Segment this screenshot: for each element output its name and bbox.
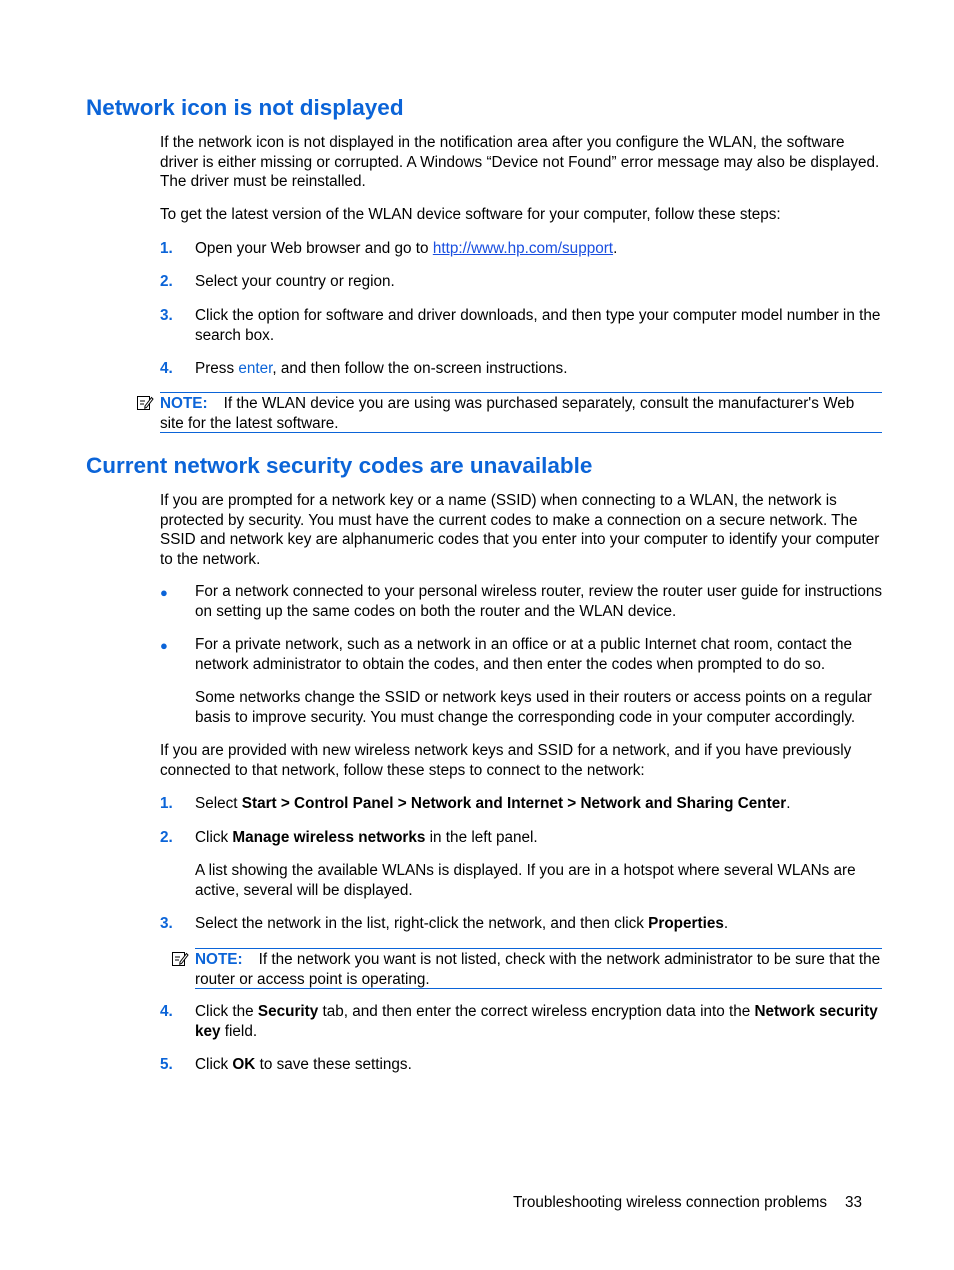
page-footer (513, 1193, 862, 1213)
support-link[interactable]: http://www.hp.com/support (432, 240, 614, 257)
note-pencil-icon (136, 394, 154, 418)
note-label: NOTE: (195, 951, 243, 968)
step-subparagraph: A list showing the available WLANs is displayed. If you are in a hotspot where several WLANs are active, several will be displayed. (195, 862, 856, 899)
note-box (195, 948, 882, 989)
note-box (160, 392, 882, 433)
step-number: 3. (160, 307, 173, 324)
section-heading-security-codes: Current network security codes are unavailable (86, 453, 593, 478)
step-number: 1. (160, 240, 173, 257)
note-label: NOTE: (160, 395, 208, 412)
step-item: Click OK to save these settings. (195, 1056, 412, 1073)
step-item: Click the option for software and driver downloads, and then type your computer model number in the search box. (195, 307, 881, 344)
step-item: Open your Web browser and go to http://www.hp.com/support. (195, 240, 618, 257)
step-item: Select your country or region. (195, 273, 395, 290)
note-text: If the WLAN device you are using was purchased separately, consult the manufacturer's Web site for the latest software. (160, 395, 855, 432)
step-item: Select the network in the list, right-click the network, and then click Properties. (195, 915, 729, 932)
step-number: 2. (160, 829, 173, 846)
note-text: If the network you want is not listed, check with the network administrator to be sure that the router or access point is operating. (195, 951, 881, 988)
bullet-dot: ● (160, 638, 168, 653)
step-number: 1. (160, 795, 173, 812)
step-item: Click Manage wireless networks in the left panel. (195, 829, 538, 846)
step-number: 2. (160, 273, 173, 290)
step-item: Click the Security tab, and then enter the correct wireless encryption data into the Network security key field. (195, 1003, 878, 1040)
step-item: Press enter, and then follow the on-screen instructions. (195, 360, 568, 377)
bullet-dot: ● (160, 585, 168, 600)
paragraph-steps-intro: If you are provided with new wireless network keys and SSID for a network, and if you have previously connected to that network, follow these steps to connect to the network: (160, 742, 852, 779)
paragraph-intro: If you are prompted for a network key or a name (SSID) when connecting to a WLAN, the network is protected by security. You must have the current codes to make a connection on a secure network. The SSID and network key are alphanumeric codes that you enter into your computer to identify your computer to the network. (160, 492, 880, 568)
step-number: 4. (160, 360, 173, 377)
footer-title: Troubleshooting wireless connection problems (513, 1194, 828, 1211)
bullet-subparagraph: Some networks change the SSID or network keys used in their routers or access points on a regular basis to improve security. You must change the corresponding code in your computer accordingly. (195, 689, 872, 726)
page-number: 33 (845, 1194, 863, 1211)
note-pencil-icon (171, 950, 189, 974)
enter-key-label: enter (238, 360, 273, 377)
section-heading-network-icon: Network icon is not displayed (86, 95, 404, 120)
step-number: 4. (160, 1003, 173, 1020)
bullet-item: For a network connected to your personal wireless router, review the router user guide for instructions on setting up the same codes on both the router and the WLAN device. (195, 583, 882, 620)
step-number: 5. (160, 1056, 173, 1073)
paragraph-intro: If the network icon is not displayed in the notification area after you configure the WLAN, the software driver is either missing or corrupted. A Windows “Device not Found” error message may also be displayed. The driver must be reinstalled. (160, 134, 880, 191)
bullet-item: For a private network, such as a network in an office or at a public Internet chat room, contact the network administrator to obtain the codes, and then enter the codes when prompted to do so. (195, 636, 852, 673)
paragraph-steps-intro: To get the latest version of the WLAN device software for your computer, follow these steps: (160, 206, 781, 223)
step-item: Select Start > Control Panel > Network and Internet > Network and Sharing Center. (195, 795, 791, 812)
step-number: 3. (160, 915, 173, 932)
